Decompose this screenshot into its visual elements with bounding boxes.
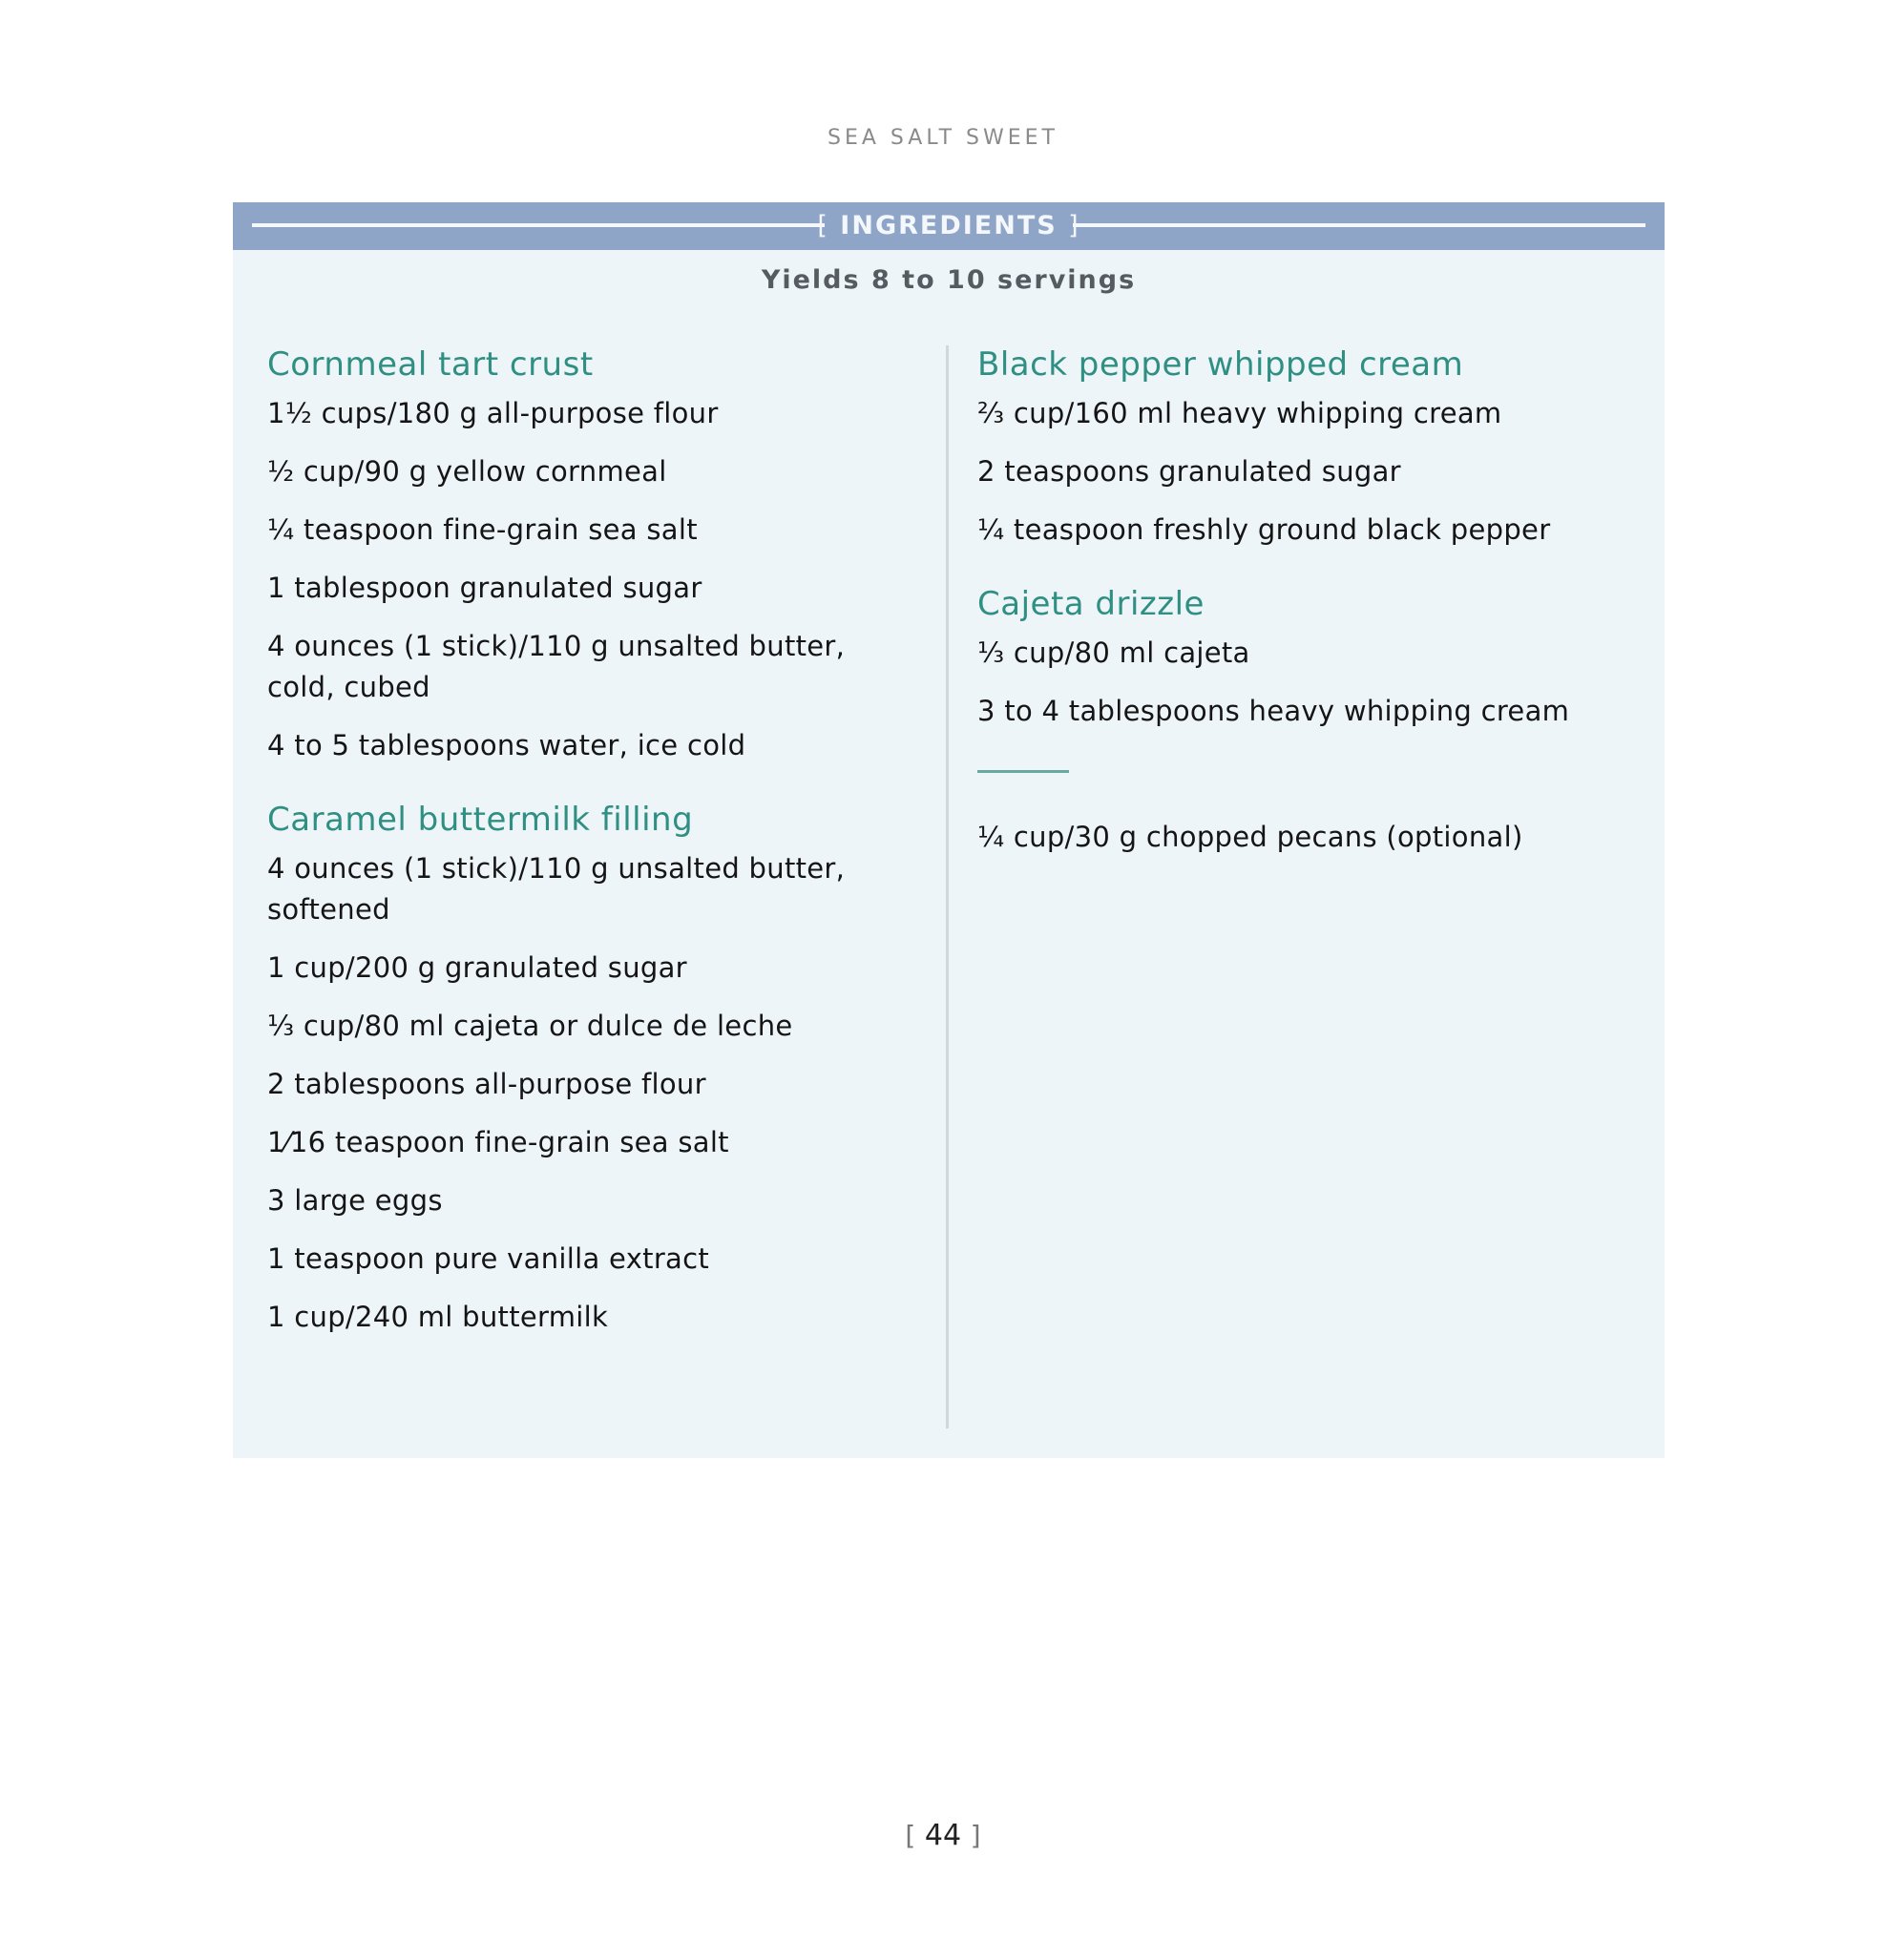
- ingredient-item: 1⁄16 teaspoon fine-grain sea salt: [267, 1126, 729, 1158]
- ingredient-item: ¼ teaspoon freshly ground black pepper: [977, 513, 1551, 546]
- ingredient-item: 4 to 5 tablespoons water, ice cold: [267, 729, 746, 761]
- running-header: SEA SALT SWEET: [828, 126, 1058, 150]
- bracket-open: [: [817, 211, 829, 240]
- section-title: Cajeta drizzle: [977, 585, 1205, 623]
- left-column: [267, 344, 916, 1370]
- section-black-pepper-whipped-cream: [977, 344, 1645, 551]
- ingredient-item: ½ cup/90 g yellow cornmeal: [267, 455, 667, 488]
- section-caramel-buttermilk-filling: [267, 799, 916, 1338]
- ingredient-item: 1 teaspoon pure vanilla extract: [267, 1242, 710, 1275]
- section-title: Cornmeal tart crust: [267, 345, 594, 384]
- ingredient-item: 4 ounces (1 stick)/110 g unsalted butter, cold, cubed: [267, 630, 846, 703]
- section-title: Black pepper whipped cream: [977, 345, 1464, 384]
- ingredient-item: 1 tablespoon granulated sugar: [267, 572, 702, 604]
- section-cornmeal-tart-crust: [267, 344, 916, 766]
- page-number: [0, 1819, 1886, 1852]
- folio-number: 44: [924, 1819, 962, 1852]
- ingredients-panel: [233, 202, 1665, 1458]
- folio-bracket-close: ]: [970, 1820, 981, 1851]
- section-title: Caramel buttermilk filling: [267, 801, 694, 839]
- section-cajeta-drizzle: [977, 583, 1645, 732]
- ingredient-item: 2 teaspoons granulated sugar: [977, 455, 1401, 488]
- column-divider: [946, 345, 949, 1428]
- short-divider-rule: [977, 770, 1069, 773]
- ingredient-item: 3 to 4 tablespoons heavy whipping cream: [977, 695, 1570, 727]
- banner-title-text: INGREDIENTS: [840, 211, 1058, 240]
- ingredient-item-optional: ¼ cup/30 g chopped pecans (optional): [977, 821, 1523, 853]
- banner-title: [233, 202, 1665, 250]
- ingredients-banner: [233, 202, 1665, 250]
- ingredient-item: 2 tablespoons all-purpose flour: [267, 1068, 706, 1100]
- folio-bracket-open: [: [905, 1820, 916, 1851]
- bracket-close: ]: [1068, 211, 1080, 240]
- ingredient-item: 4 ounces (1 stick)/110 g unsalted butter, softened: [267, 852, 846, 926]
- ingredient-item: ¼ teaspoon fine-grain sea salt: [267, 513, 698, 546]
- ingredient-item: ⅓ cup/80 ml cajeta or dulce de leche: [267, 1010, 793, 1042]
- ingredient-item: 1 cup/240 ml buttermilk: [267, 1301, 609, 1333]
- ingredient-item: ⅔ cup/160 ml heavy whipping cream: [977, 397, 1502, 429]
- ingredient-item: 3 large eggs: [267, 1184, 443, 1217]
- yields-text: Yields 8 to 10 servings: [761, 265, 1137, 295]
- ingredient-item: 1 cup/200 g granulated sugar: [267, 951, 687, 984]
- ingredient-item: ⅓ cup/80 ml cajeta: [977, 636, 1250, 669]
- right-column: [977, 344, 1645, 875]
- ingredient-item: 1½ cups/180 g all-purpose flour: [267, 397, 719, 429]
